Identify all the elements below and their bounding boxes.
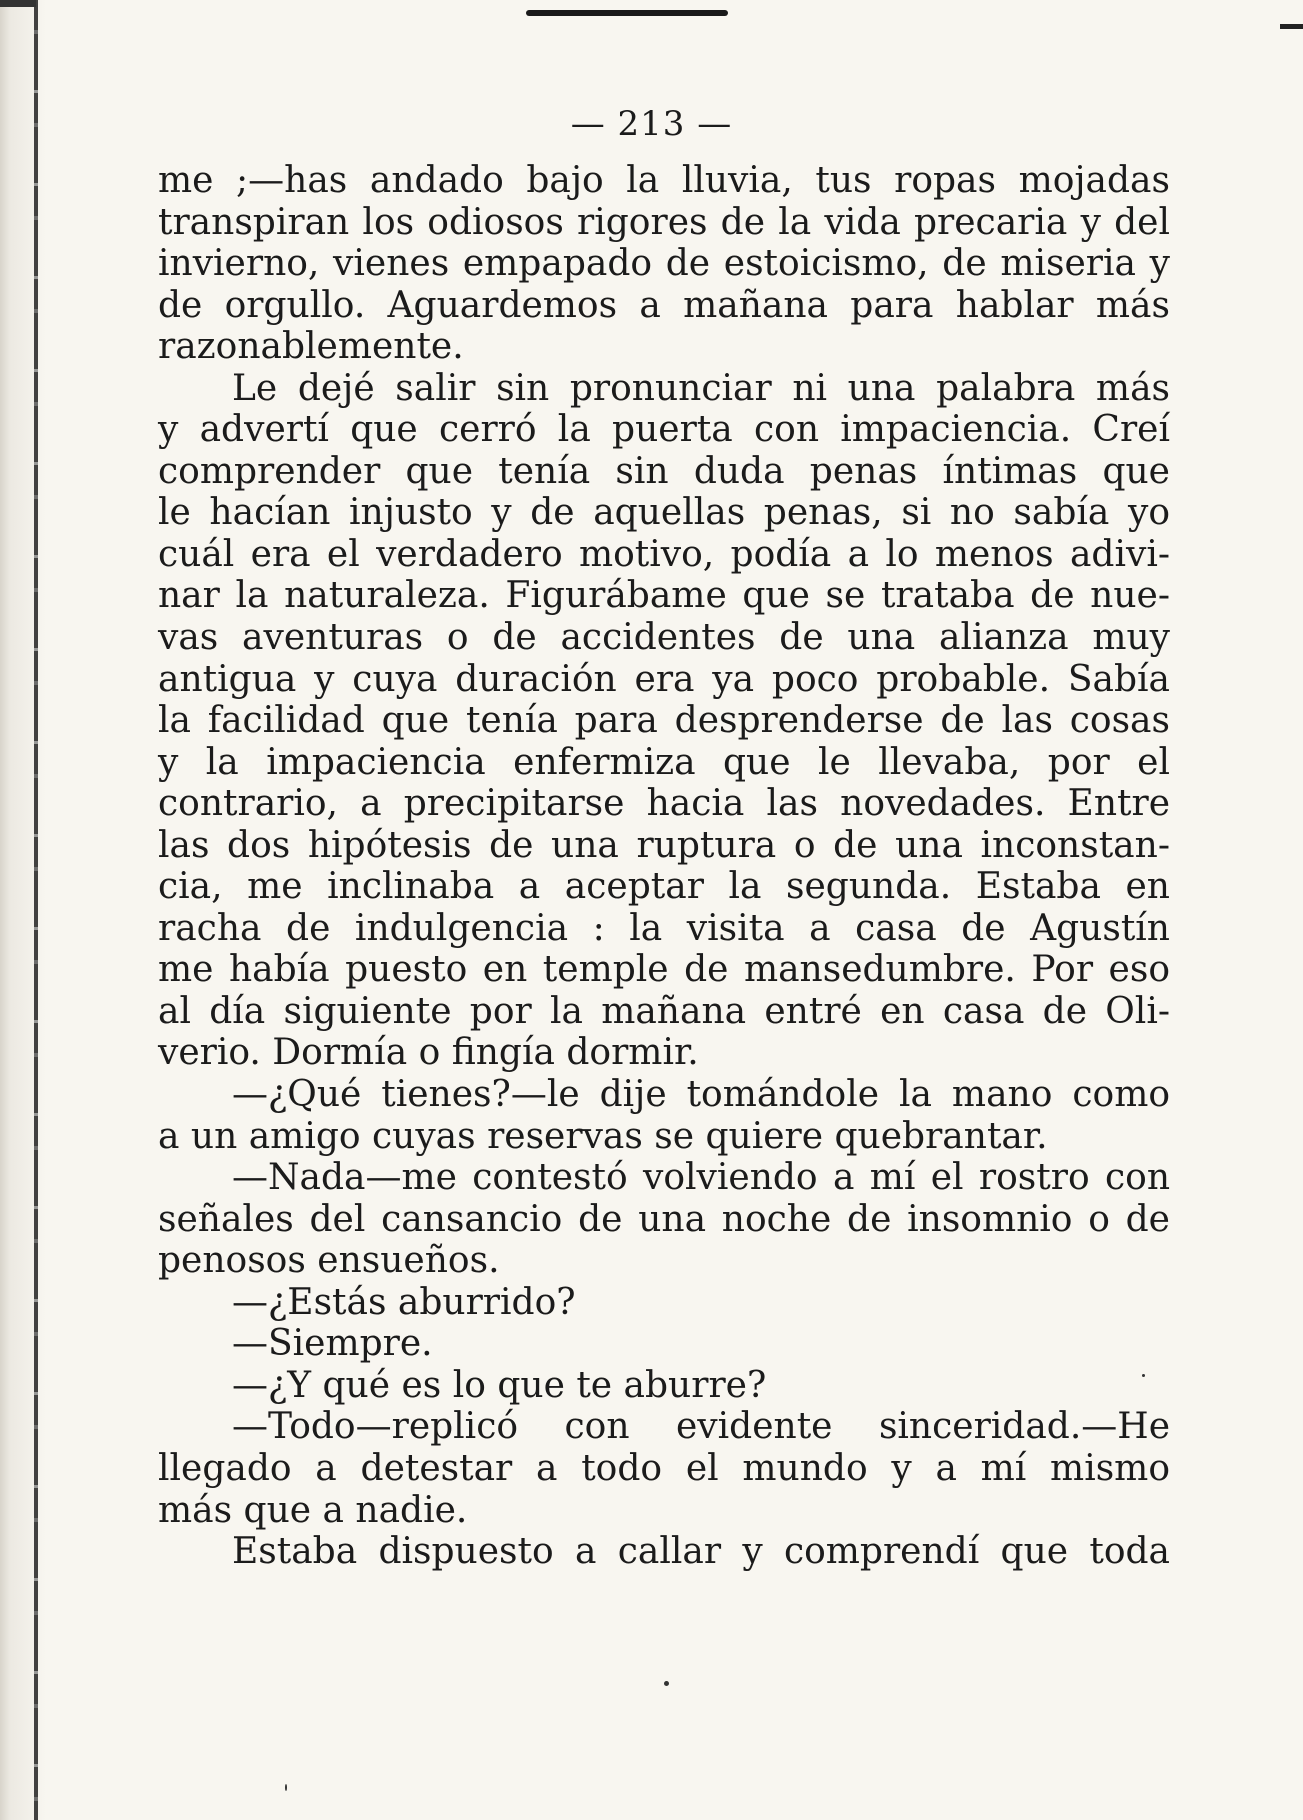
text-line: transpiran los odiosos rigores de la vida precaria y del	[158, 201, 1170, 243]
text-line: antigua y cuya duración era ya poco probable. Sabía	[158, 658, 1170, 700]
text-line: —¿Estás aburrido?	[232, 1281, 576, 1323]
scan-speck	[664, 1681, 669, 1686]
text-line: a un amigo cuyas reservas se quiere quebrantar.	[158, 1115, 1048, 1157]
text-line: al día siguiente por la mañana entré en casa de Oli-	[158, 990, 1170, 1032]
scan-speck	[1142, 1374, 1145, 1377]
right-edge-mark	[1280, 24, 1303, 29]
scan-speck	[285, 1784, 287, 1791]
text-line: y advertí que cerró la puerta con impaciencia. Creí	[158, 409, 1170, 451]
top-scan-mark	[526, 10, 728, 16]
text-line: le hacían injusto y de aquellas penas, si no sabía yo	[158, 492, 1170, 534]
binding-corner-mark	[0, 0, 36, 7]
text-line: racha de indulgencia : la visita a casa de Agustín	[158, 907, 1170, 949]
binding-edge	[0, 0, 46, 1820]
page-number: — 213 —	[570, 104, 733, 144]
text-line: me había puesto en temple de mansedumbre. Por eso	[158, 949, 1170, 991]
text-line: vas aventuras o de accidentes de una alianza muy	[158, 617, 1170, 659]
text-line: razonablemente.	[158, 326, 464, 368]
text-line: Estaba dispuesto a callar y comprendí que toda	[232, 1531, 1170, 1573]
text-line: penosos ensueños.	[158, 1240, 500, 1282]
text-line: cia, me inclinaba a aceptar la segunda. Estaba en	[158, 866, 1170, 908]
text-line: —¿Qué tienes?—le dije tomándole la mano como	[232, 1074, 1170, 1116]
text-line: verio. Dormía o fingía dormir.	[158, 1032, 699, 1074]
text-line: invierno, vienes empapado de estoicismo, de miseria y	[158, 243, 1170, 285]
binding-shadow-line	[34, 0, 38, 1820]
text-line: nar la naturaleza. Figurábame que se trataba de nue-	[158, 575, 1170, 617]
text-line: señales del cansancio de una noche de insomnio o de	[158, 1198, 1170, 1240]
text-line: contrario, a precipitarse hacia las novedades. Entre	[158, 783, 1170, 825]
text-line: más que a nadie.	[158, 1489, 468, 1531]
text-line: la facilidad que tenía para desprenderse de las cosas	[158, 700, 1170, 742]
text-line: y la impaciencia enfermiza que le llevaba, por el	[158, 741, 1170, 783]
text-line: comprender que tenía sin duda penas íntimas que	[158, 450, 1170, 492]
text-line: me ;—has andado bajo la lluvia, tus ropas mojadas	[158, 160, 1170, 201]
text-line: de orgullo. Aguardemos a mañana para hablar más	[158, 284, 1170, 326]
text-line: —Todo—replicó con evidente sinceridad.—He	[232, 1406, 1170, 1448]
text-line: Le dejé salir sin pronunciar ni una palabra más	[232, 367, 1170, 409]
text-line: —Siempre.	[232, 1323, 433, 1365]
text-line: llegado a detestar a todo el mundo y a mí mismo	[158, 1447, 1170, 1489]
text-line: —¿Y qué es lo que te aburre?	[232, 1364, 767, 1406]
body-text	[158, 160, 1170, 1573]
text-line: cuál era el verdadero motivo, podía a lo menos adivi-	[158, 533, 1170, 575]
text-line: —Nada—me contestó volviendo a mí el rostro con	[232, 1157, 1170, 1199]
text-line: las dos hipótesis de una ruptura o de una inconstan-	[158, 824, 1170, 866]
